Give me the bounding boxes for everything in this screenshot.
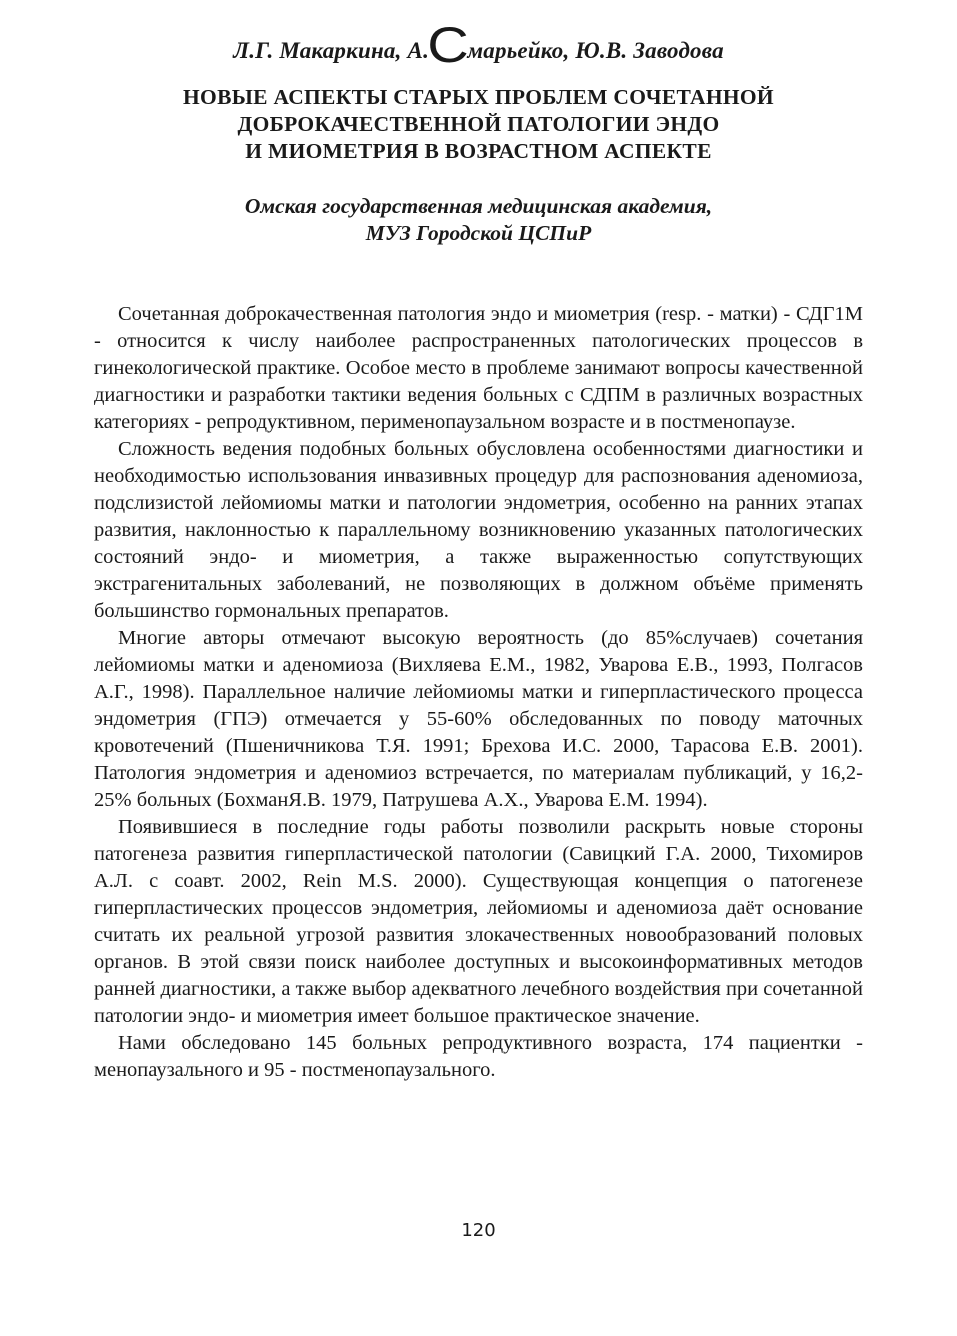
paper-title [100, 84, 857, 165]
affiliation-line: Омская государственная медицинская академия, [244, 194, 713, 218]
body-text [94, 301, 863, 1084]
authors-before: Л.Г. Макаркина, А. [233, 38, 430, 63]
page-number: 120 [461, 1220, 496, 1241]
title-line: ДОБРОКАЧЕСТВЕННОЙ ПАТОЛОГИИ ЭНДО [237, 112, 720, 136]
paragraph: Многие авторы отмечают высокую вероятность (до 85%случаев) сочетания лейомиомы матки и аденомиоза (Вихляева Е.М., 1982, Уварова Е.В., 1993, Полгасов А.Г., 1998). Параллельное наличие лейомиомы матки и гиперпластического процесса эндометрия (ГПЭ) отмечается у 55-60% обследованных по поводу маточных кровотечений (Пшеничникова Т.Я. 1991; Брехова И.С. 2000, Тарасова Е.В. 2001). Патология эндометрия и аденомиоз встречается, по материалам публикаций, у 16,2-25% больных (БохманЯ.В. 1979, Патрушева А.Х., Уварова Е.М. 1994). [94, 627, 863, 811]
affiliation [100, 193, 857, 247]
title-line: И МИОМЕТРИЯ В ВОЗРАСТНОМ АСПЕКТЕ [245, 139, 712, 163]
authors-big-letter: С [427, 17, 470, 73]
paragraph: Сочетанная доброкачественная патология эндо и миометрия (resp. - матки) - СДГ1М - относится к числу наиболее распространенных патологических процессов в гинекологической практике. Особое место в проблеме занимают вопросы качественной диагностики и разработки тактики ведения больных с СДПМ в различных возрастных категориях - репродуктивном, перименопаузальном возрасте и в постменопаузе. [94, 303, 863, 433]
title-line: НОВЫЕ АСПЕКТЫ СТАРЫХ ПРОБЛЕМ СОЧЕТАННОЙ [183, 85, 774, 109]
affiliation-line: МУЗ Городской ЦСПиР [365, 221, 592, 245]
paragraph: Появившиеся в последние годы работы позволили раскрыть новые стороны патогенеза развития гиперпластической патологии (Савицкий Г.А. 2000, Тихомиров А.Л. с соавт. 2002, Rein M.S. 2000). Существующая концепция о патогенезе гиперпластических процессов эндометрия, лейомиомы и аденомиоза даёт основание считать их реальной угрозой развития злокачественных новообразований половых органов. В этой связи поиск наиболее доступных и высокоинформативных методов ранней диагностики, а также выбор адекватного лечебного воздействия при сочетанной патологии эндо- и миометрия имеет большое практическое значение. [94, 816, 863, 1027]
paragraph: Сложность ведения подобных больных обусловлена особенностями диагностики и необходимостью использования инвазивных процедур для распознования аденомиоза, подслизистой лейомиомы матки и патологии эндометрия, особенно на ранних этапах развития, наклонностью к параллельному возникновению указанных патологических состояний эндо- и миометрия, а также выраженностью сопутствующих экстрагенитальных заболеваний, не позволяющих в должном объёме применять большинство гормональных препаратов. [94, 438, 863, 622]
paragraph: Нами обследовано 145 больных репродуктивного возраста, 174 пациентки - менопаузального и 95 - постменопаузального. [94, 1032, 863, 1081]
authors-line [0, 17, 957, 76]
authors-after: марьейко, Ю.В. Заводова [467, 38, 724, 63]
